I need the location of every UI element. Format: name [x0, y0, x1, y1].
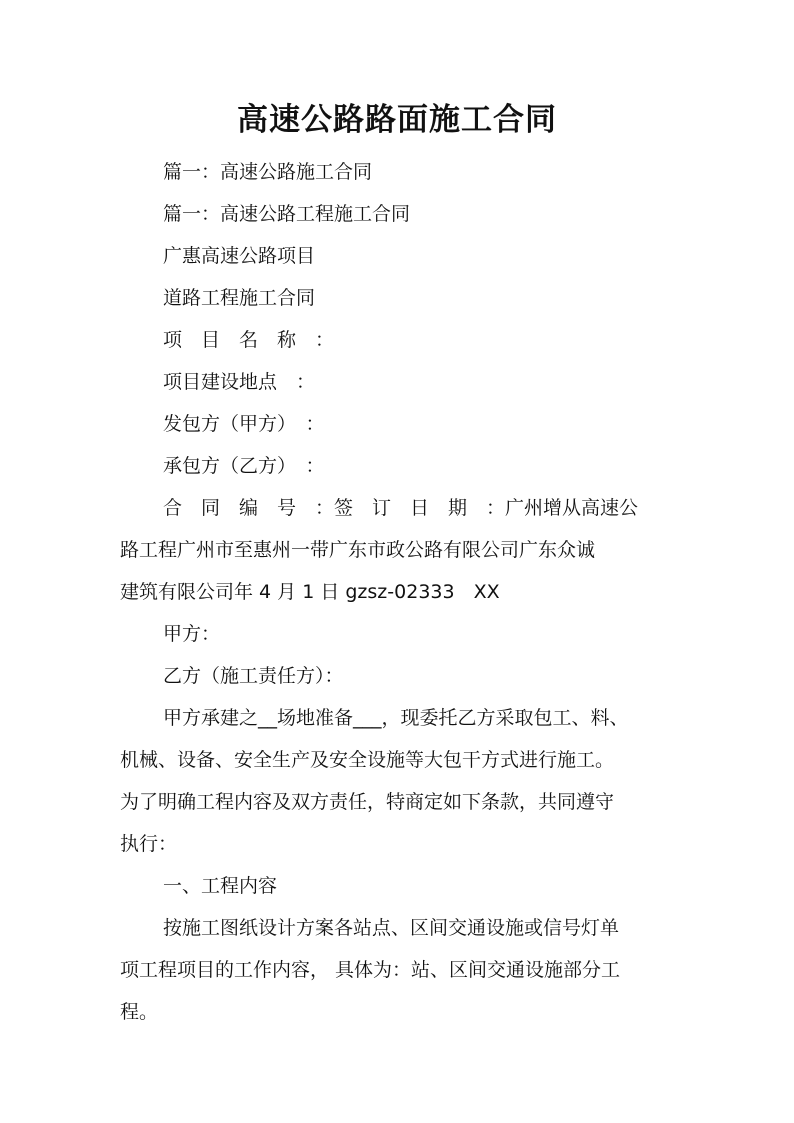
paragraph-line: 建筑有限公司年 4 月 1 日 gzsz-02333 XX — [120, 581, 500, 603]
paragraph-line: 项工程项目的工作内容， 具体为：站、区间交通设施部分工 — [120, 959, 621, 981]
document-title: 高速公路路面施工合同 — [237, 102, 557, 138]
paragraph-line: 按施工图纸设计方案各站点、区间交通设施或信号灯单 — [163, 917, 620, 939]
section-heading: 一、工程内容 — [163, 875, 278, 897]
paragraph-line: 广惠高速公路项目 — [163, 245, 316, 267]
paragraph-line: 项 目 名 称 ： — [163, 329, 335, 351]
paragraph-line: 项目建设地点 ： — [163, 371, 316, 393]
paragraph-line: 甲方： — [163, 623, 221, 645]
paragraph-line: 合 同 编 号 ：签 订 日 期 ：广州增从高速公 — [163, 497, 639, 519]
paragraph-line: 道路工程施工合同 — [163, 287, 316, 309]
paragraph-line: 篇一：高速公路工程施工合同 — [163, 203, 411, 225]
paragraph-line: 发包方（甲方） ： — [163, 413, 325, 435]
paragraph-line: 篇一：高速公路施工合同 — [163, 161, 373, 183]
paragraph-line: 机械、设备、安全生产及安全设施等大包干方式进行施工。 — [120, 749, 615, 771]
paragraph-line: 程。 — [120, 1001, 159, 1023]
paragraph-line: 甲方承建之__场地准备___，现委托乙方采取包工、料、 — [163, 707, 629, 729]
paragraph-line: 乙方（施工责任方）： — [163, 665, 344, 687]
paragraph-line: 执行： — [120, 833, 178, 855]
paragraph-line: 为了明确工程内容及双方责任，特商定如下条款，共同遵守 — [120, 791, 615, 813]
paragraph-line: 路工程广州市至惠州一带广东市政公路有限公司广东众诚 — [120, 539, 596, 561]
paragraph-line: 承包方（乙方） ： — [163, 455, 325, 477]
